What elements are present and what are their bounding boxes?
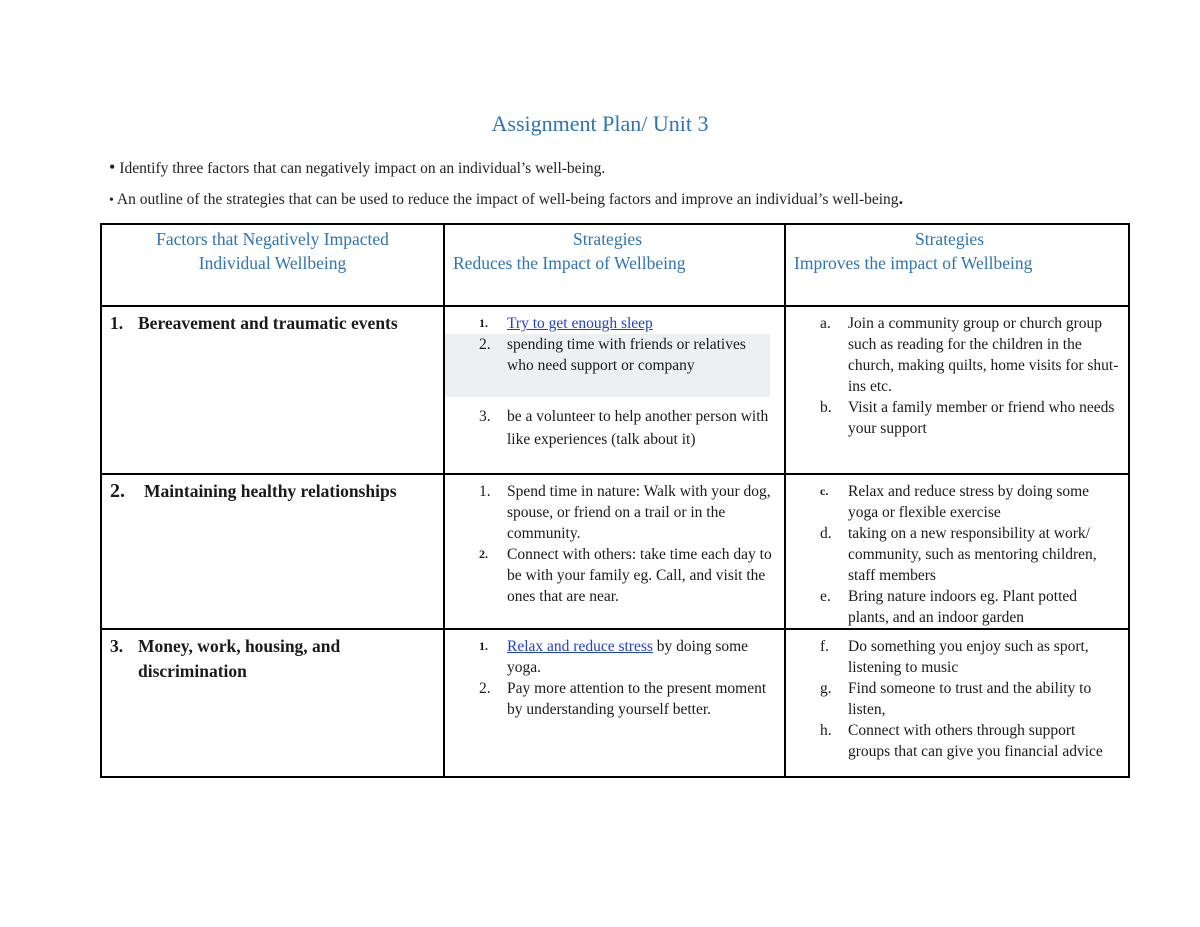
factor-cell: [101, 306, 444, 474]
list-marker: d.: [820, 525, 832, 542]
factor-text: discrimination: [138, 661, 247, 681]
list-text: Pay more attention to the present moment by understanding yourself better.: [507, 680, 767, 718]
list-item: [786, 636, 1120, 678]
list-marker: 1.: [479, 483, 491, 500]
factor-text: Maintaining healthy relationships: [144, 481, 397, 501]
bullet-text: An outline of the strategies that can be used to reduce the impact of well-being factors and improve an individual’s well-being: [116, 191, 899, 208]
header-line: Individual Wellbeing: [198, 253, 347, 273]
improve-strategies-cell: [785, 306, 1129, 474]
list-marker: 2.: [479, 547, 488, 561]
list-item: [445, 481, 776, 544]
reduce-strategies-cell: [444, 629, 785, 777]
page-title: Assignment Plan/ Unit 3: [491, 111, 709, 136]
sleep-link[interactable]: Try to get enough sleep: [507, 315, 653, 332]
list-item: [786, 523, 1120, 586]
header-line: Improves the impact of Wellbeing: [794, 253, 1033, 273]
factor-text: Money, work, housing, and: [138, 636, 341, 656]
list-item: [445, 334, 770, 397]
list-item: [786, 720, 1120, 762]
instruction-bullet-1: [109, 157, 605, 178]
list-text: Relax and reduce stress by doing some yoga or flexible exercise: [848, 483, 1090, 521]
list-text: Visit a family member or friend who needs your support: [848, 399, 1115, 437]
list-marker: c.: [820, 484, 829, 498]
header-line: Reduces the Impact of Wellbeing: [453, 253, 686, 273]
instruction-bullet-2: [109, 188, 903, 209]
table-row: [101, 306, 1129, 474]
table-row: [101, 474, 1129, 629]
list-marker: h.: [820, 722, 832, 739]
list-item: [445, 678, 776, 720]
list-marker: 2.: [479, 680, 491, 697]
relax-link[interactable]: Relax and reduce stress: [507, 638, 653, 655]
list-item: [786, 481, 1120, 523]
table-row: [101, 629, 1129, 777]
list-text: Bring nature indoors eg. Plant potted plants, and an indoor garden: [848, 588, 1078, 626]
factor-cell: [101, 474, 444, 629]
factor-number: 2.: [110, 480, 125, 502]
list-item: [786, 586, 1120, 628]
improve-strategies-cell: [785, 474, 1129, 629]
list-text: Connect with others: take time each day to be with your family eg. Call, and visit the ones that are near.: [507, 546, 772, 605]
list-item: [445, 636, 776, 678]
list-marker: f.: [820, 638, 830, 655]
list-marker: 1.: [479, 639, 488, 653]
list-text: be a volunteer to help another person with like experiences (talk about it): [507, 408, 769, 448]
list-item: [786, 313, 1120, 397]
header-reduce-strategies: [444, 224, 785, 306]
factor-text: Bereavement and traumatic events: [138, 313, 398, 333]
header-line: Factors that Negatively Impacted: [156, 229, 389, 249]
list-text: taking on a new responsibility at work/ community, such as mentoring children, staff members: [848, 525, 1097, 584]
list-item: [786, 397, 1120, 439]
list-marker: e.: [820, 588, 831, 605]
bullet-end: .: [898, 188, 904, 208]
list-item: [445, 544, 776, 607]
bullet-marker: •: [109, 193, 114, 208]
list-marker: 1.: [479, 316, 488, 330]
list-text: Join a community group or church group such as reading for the children in the church, making quilts, home visits for shut-ins etc.: [848, 315, 1119, 395]
header-improve-strategies: [785, 224, 1129, 306]
improve-strategies-cell: [785, 629, 1129, 777]
list-text: Find someone to trust and the ability to listen,: [848, 680, 1092, 718]
bullet-text: Identify three factors that can negatively impact on an individual’s well-being.: [119, 160, 606, 177]
factor-cell: [101, 629, 444, 777]
list-marker: 2.: [479, 336, 491, 353]
list-text: Spend time in nature: Walk with your dog, spouse, or friend on a trail or in the community.: [507, 483, 771, 542]
header-factors: [101, 224, 444, 306]
list-text: Do something you enjoy such as sport, listening to music: [848, 638, 1089, 676]
list-item: [786, 678, 1120, 720]
factor-number: 3.: [110, 636, 124, 656]
table-header-row: [101, 224, 1129, 306]
reduce-strategies-cell: [444, 474, 785, 629]
bullet-marker: •: [109, 157, 116, 177]
list-item: [445, 405, 776, 451]
list-marker: a.: [820, 315, 831, 332]
header-line: Strategies: [915, 229, 985, 249]
list-item: [445, 313, 776, 334]
header-line: Strategies: [573, 229, 643, 249]
list-text: by doing some yoga.: [507, 638, 749, 676]
factor-number: 1.: [110, 313, 124, 333]
reduce-strategies-cell: [444, 306, 785, 474]
list-text: Connect with others through support groups that can give you financial advice: [848, 722, 1103, 760]
assignment-plan-table: [100, 223, 1130, 778]
list-marker: 3.: [479, 408, 491, 425]
list-marker: g.: [820, 680, 832, 697]
list-text: spending time with friends or relatives who need support or company: [507, 336, 746, 374]
list-marker: b.: [820, 399, 832, 416]
